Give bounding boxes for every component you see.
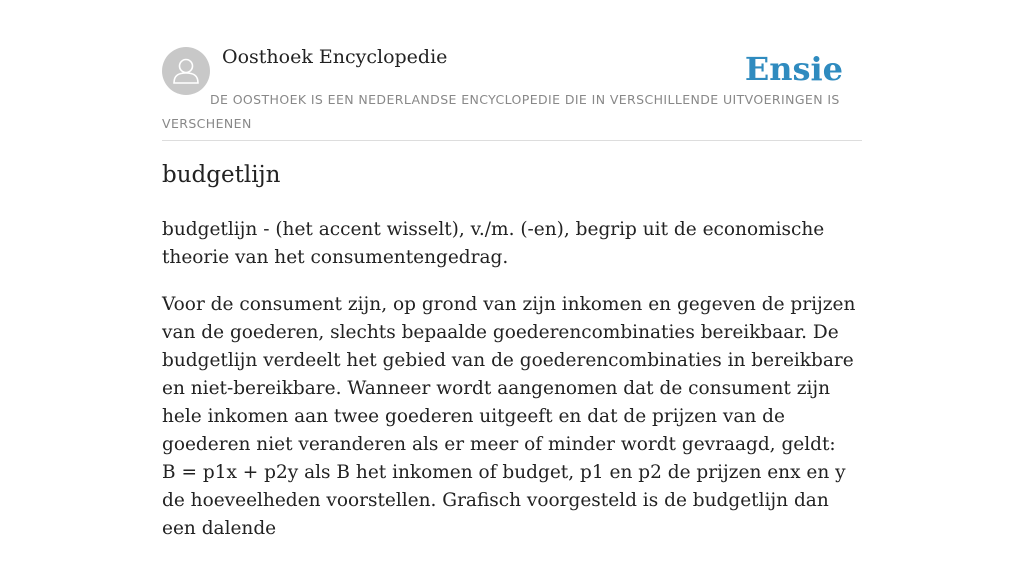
site-header — [162, 0, 862, 141]
page-container — [162, 0, 862, 539]
article-paragraph — [162, 291, 867, 543]
article-body — [162, 216, 867, 562]
page-title: budgetlijn — [162, 162, 281, 188]
formula-text: B = p1x + p2y als B het inkomen of budget, p1 en p2 de prijzen enx en y de hoeveelheden voorstellen. Grafisch voorgesteld is de budgetlijn dan een dalende — [162, 462, 846, 539]
ensie-logo[interactable]: Ensie — [744, 50, 843, 88]
site-name[interactable]: Oosthoek Encyclopedie — [222, 46, 448, 68]
site-tagline: DE OOSTHOEK IS EEN NEDERLANDSE ENCYCLOPEDIE DIE IN VERSCHILLENDE UITVOERINGEN IS VERSCHENEN — [162, 92, 840, 131]
article-text: Voor de consument zijn, op grond van zijn inkomen en gegeven de prijzen van de goederen, slechts bepaalde goederencombinaties bereikbaar. De budgetlijn verdeelt het gebied van de goederencombinaties in bereikbare en niet-bereikbare. Wanneer wordt aangenomen dat de consument zijn hele inkomen aan twee goederen uitgeeft en dat de prijzen van de goederen niet veranderen als er meer of minder wordt gevraagd, geldt: — [162, 294, 856, 455]
article-paragraph: budgetlijn - (het accent wisselt), v./m. (-en), begrip uit de economische theorie van het consumentengedrag. — [162, 219, 825, 268]
